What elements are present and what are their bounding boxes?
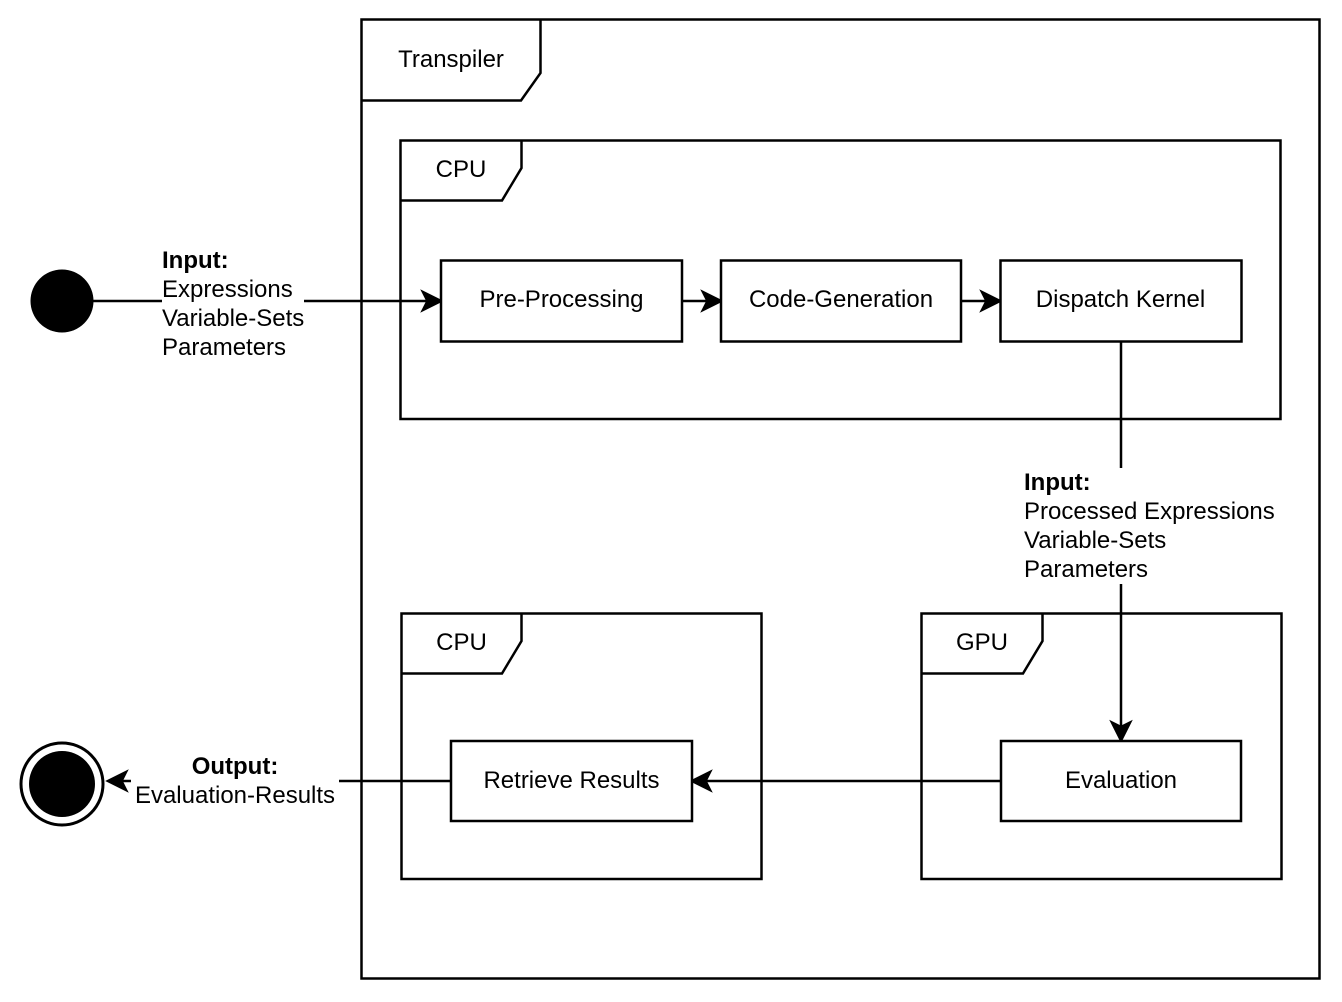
- pre-processing-label: Pre-Processing: [479, 286, 644, 314]
- evaluation-label: Evaluation: [1064, 766, 1178, 794]
- retrieve-results-label: Retrieve Results: [483, 766, 660, 794]
- input-annotation-gpu: [1024, 468, 1275, 584]
- input-annotation-gpu-line: Processed Expressions: [1024, 498, 1275, 525]
- input-annotation-gpu-line: Parameters: [1024, 556, 1149, 583]
- output-annotation-line: Evaluation-Results: [134, 782, 336, 809]
- input-annotation-start-title: Input:: [162, 247, 229, 274]
- input-annotation-start: [162, 246, 304, 362]
- dispatch-kernel-label: Dispatch Kernel: [1035, 286, 1206, 314]
- cpu-bottom-frame-label: CPU: [436, 629, 487, 657]
- input-annotation-start-line: Expressions: [162, 276, 293, 303]
- gpu-frame-label: GPU: [955, 629, 1008, 657]
- start-node: [31, 270, 94, 333]
- code-generation-label: Code-Generation: [748, 286, 934, 314]
- end-node-inner-dot: [29, 751, 95, 817]
- input-annotation-gpu-title: Input:: [1024, 469, 1091, 496]
- input-annotation-gpu-line: Variable-Sets: [1024, 527, 1167, 554]
- output-annotation-title: Output:: [191, 753, 279, 780]
- output-annotation: [131, 752, 339, 810]
- transpiler-frame-label: Transpiler: [398, 45, 504, 73]
- input-annotation-start-line: Parameters: [162, 334, 287, 361]
- input-annotation-start-line: Variable-Sets: [162, 305, 305, 332]
- cpu-top-frame-label: CPU: [435, 156, 487, 184]
